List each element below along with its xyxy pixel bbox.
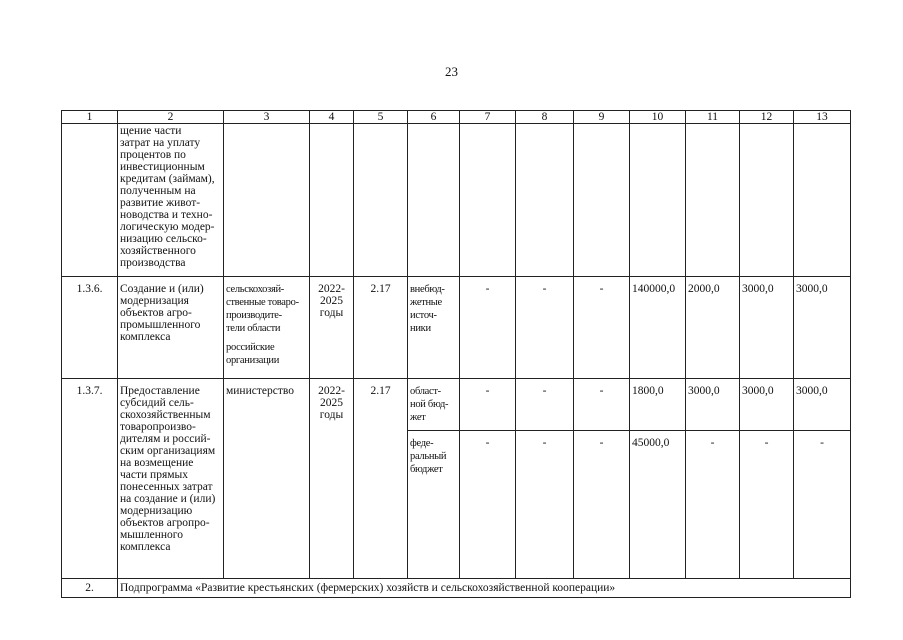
indicator-code: 2.17 bbox=[354, 379, 408, 579]
value-col9: - bbox=[574, 431, 630, 579]
column-number-row bbox=[62, 111, 851, 124]
years: 2022- 2025 годы bbox=[310, 379, 354, 579]
funding-source: внебюд- жетные источ- ники bbox=[408, 277, 460, 379]
value-col9: - bbox=[574, 379, 630, 431]
value-col12: 3000,0 bbox=[740, 379, 794, 431]
executor-primary: сельскохозяй- ственные товаро- производите- тели области bbox=[226, 284, 299, 334]
value-col8: - bbox=[516, 431, 574, 579]
col-header: 2 bbox=[118, 111, 224, 124]
value-col13: 3000,0 bbox=[794, 379, 851, 431]
executor-cell bbox=[224, 277, 310, 379]
page-number: 23 bbox=[445, 64, 458, 79]
value-col10: 1800,0 bbox=[630, 379, 686, 431]
col-header: 5 bbox=[354, 111, 408, 124]
value-col11: 3000,0 bbox=[686, 379, 740, 431]
col-header: 3 bbox=[224, 111, 310, 124]
value-col7: - bbox=[460, 431, 516, 579]
table-row bbox=[62, 579, 851, 598]
funding-source: феде- ральный бюджет bbox=[408, 431, 460, 579]
value-col11: 2000,0 bbox=[686, 277, 740, 379]
table-row bbox=[62, 379, 851, 431]
value-col13: 3000,0 bbox=[794, 277, 851, 379]
col-header: 9 bbox=[574, 111, 630, 124]
col-header: 4 bbox=[310, 111, 354, 124]
value-col8: - bbox=[516, 277, 574, 379]
program-table bbox=[61, 110, 851, 598]
value-col12: 3000,0 bbox=[740, 277, 794, 379]
table-row bbox=[62, 124, 851, 277]
value-col12: - bbox=[740, 431, 794, 579]
row-number: 1.3.7. bbox=[62, 379, 118, 579]
col-header: 12 bbox=[740, 111, 794, 124]
value-col7: - bbox=[460, 379, 516, 431]
row-number: 1.3.6. bbox=[62, 277, 118, 379]
indicator-code: 2.17 bbox=[354, 277, 408, 379]
table-row bbox=[62, 277, 851, 379]
col-header: 1 bbox=[62, 111, 118, 124]
row-number: 2. bbox=[62, 579, 118, 598]
executor-secondary: российские организации bbox=[226, 342, 280, 366]
col-header: 11 bbox=[686, 111, 740, 124]
years: 2022- 2025 годы bbox=[310, 277, 354, 379]
value-col8: - bbox=[516, 379, 574, 431]
measure-name-continued: щение части затрат на уплату процентов по инвестиционным кредитам (займам), полученным на развитие живот- новодства и техно- логическую модер- низацию сельско- хозяйственного производства bbox=[118, 124, 224, 277]
measure-name: Предоставление субсидий сель- скохозяйственным товаропроизво- дителям и россий- ским организациям на возмещение части прямых понесенных затрат на создание и (или) модернизацию объектов агропро- мышленного комплекса bbox=[118, 379, 224, 579]
value-col9: - bbox=[574, 277, 630, 379]
value-col10: 140000,0 bbox=[630, 277, 686, 379]
col-header: 10 bbox=[630, 111, 686, 124]
executor: министерство bbox=[224, 379, 310, 579]
value-col13: - bbox=[794, 431, 851, 579]
col-header: 7 bbox=[460, 111, 516, 124]
funding-source: област- ной бюд- жет bbox=[408, 379, 460, 431]
col-header: 13 bbox=[794, 111, 851, 124]
value-col10: 45000,0 bbox=[630, 431, 686, 579]
measure-name: Создание и (или) модернизация объектов агро- промышленного комплекса bbox=[118, 277, 224, 379]
col-header: 8 bbox=[516, 111, 574, 124]
value-col7: - bbox=[460, 277, 516, 379]
value-col11: - bbox=[686, 431, 740, 579]
subprogram-title: Подпрограмма «Развитие крестьянских (фермерских) хозяйств и сельскохозяйственной кооперации» bbox=[118, 579, 851, 598]
col-header: 6 bbox=[408, 111, 460, 124]
